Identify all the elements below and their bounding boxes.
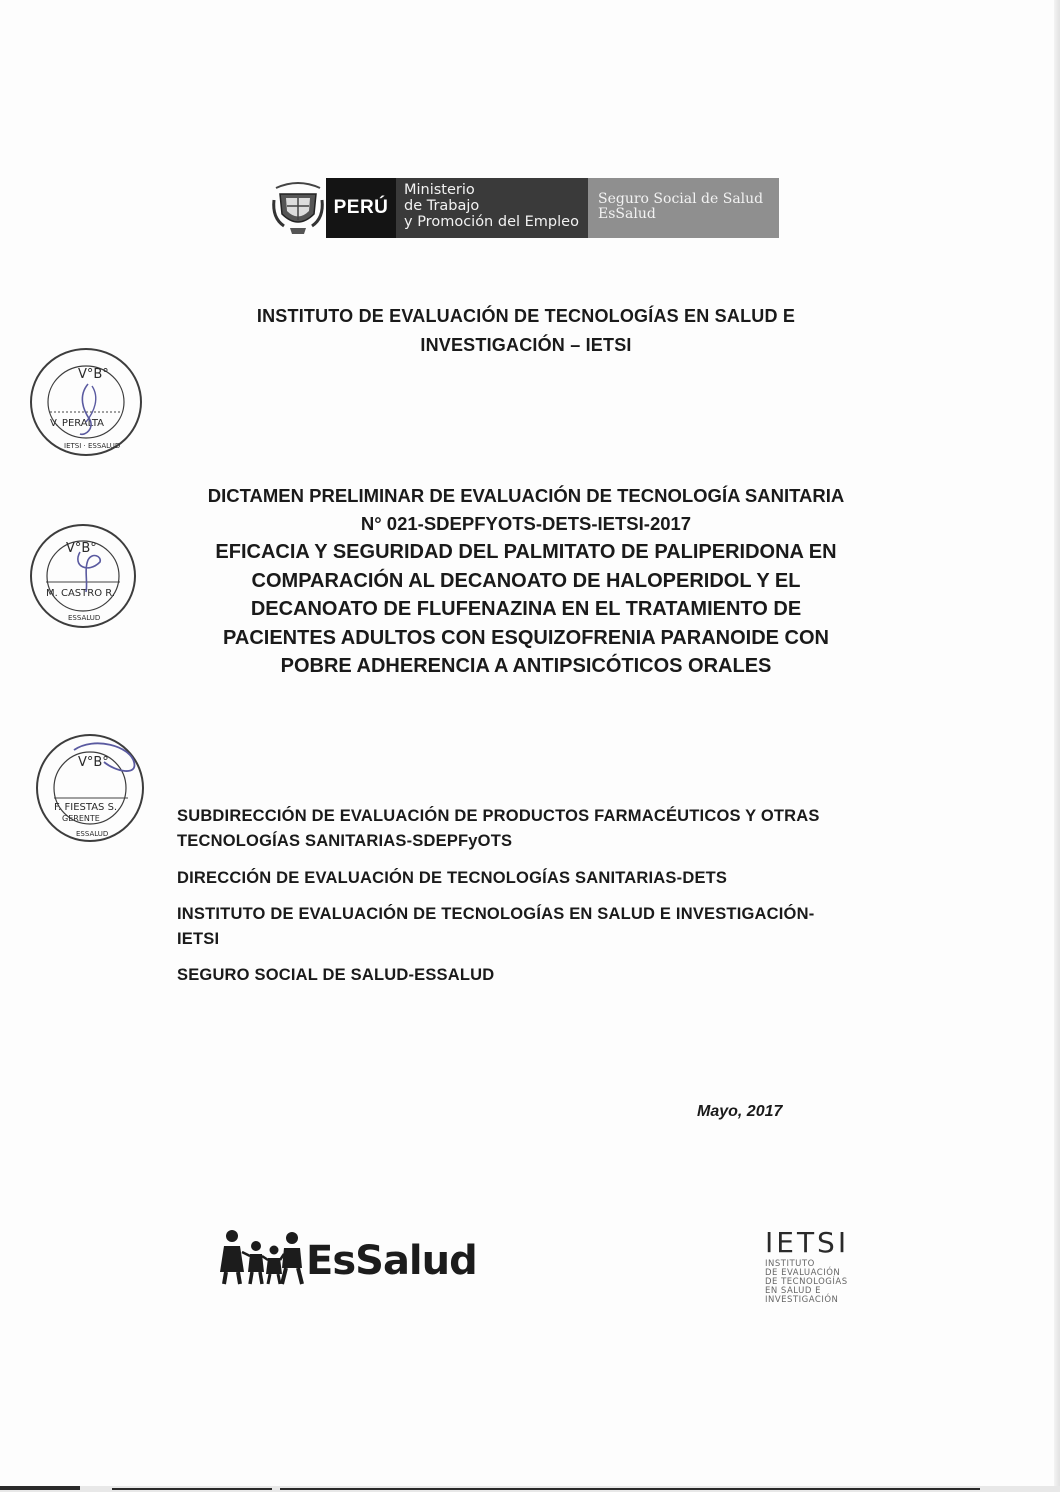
coat-of-arms-icon bbox=[270, 178, 326, 238]
ietsi-logo-subtitle: INSTITUTO DE EVALUACIÓN DE TECNOLOGÍAS EN SALUD E INVESTIGACIÓN bbox=[765, 1259, 848, 1305]
scan-edge-right bbox=[1054, 0, 1060, 1492]
essalud-logo-text: EsSalud bbox=[306, 1238, 477, 1284]
stamp-name: F. FIESTAS S. bbox=[54, 802, 118, 813]
agency-label: Seguro Social de Salud EsSalud bbox=[588, 178, 779, 238]
stamp-name: V. PERALTA bbox=[50, 418, 105, 429]
government-banner bbox=[270, 178, 779, 238]
ministry-label: Ministerio de Trabajo y Promoción del Empleo bbox=[396, 178, 588, 238]
stamp-role: GERENTE bbox=[62, 814, 100, 823]
institute-heading: INSTITUTO DE EVALUACIÓN DE TECNOLOGÍAS EN SALUD E INVESTIGACIÓN – IETSI bbox=[256, 306, 796, 355]
scan-mark-center bbox=[112, 1488, 272, 1490]
approval-stamp-castro bbox=[28, 522, 138, 630]
scan-mark-right bbox=[280, 1488, 980, 1490]
ietsi-logo-text: IETSI bbox=[765, 1226, 850, 1259]
stamp-name: M. CASTRO R. bbox=[46, 588, 116, 599]
document-date: Mayo, 2017 bbox=[697, 1103, 783, 1120]
stamp-bottom: ESSALUD bbox=[76, 830, 109, 838]
stamp-vobo: V°B° bbox=[66, 541, 97, 556]
approval-stamp-fiestas bbox=[34, 732, 146, 844]
stamp-bottom: ESSALUD bbox=[68, 614, 101, 622]
ietsi-logo bbox=[765, 1228, 849, 1305]
family-figures-icon bbox=[220, 1228, 304, 1286]
directorate-sdepfyots: SUBDIRECCIÓN DE EVALUACIÓN DE PRODUCTOS FARMACÉUTICOS Y OTRAS TECNOLOGÍAS SANITARIAS-SDEPFyOTS bbox=[177, 807, 820, 850]
directorate-ietsi: INSTITUTO DE EVALUACIÓN DE TECNOLOGÍAS EN SALUD E INVESTIGACIÓN- IETSI bbox=[177, 905, 815, 948]
stamp-vobo: V°B° bbox=[78, 755, 109, 770]
stamp-bottom: IETSI · ESSALUD bbox=[64, 442, 121, 450]
directorate-essalud: SEGURO SOCIAL DE SALUD-ESSALUD bbox=[177, 966, 495, 984]
scan-mark-left bbox=[0, 1486, 80, 1490]
document-title: EFICACIA Y SEGURIDAD DEL PALMITATO DE PALIPERIDONA EN COMPARACIÓN AL DECANOATO DE HALOPERIDOL Y EL DECANOATO DE FLUFENAZINA EN EL TRATAMIENTO DE PACIENTES ADULTOS CON ESQUIZOFRENIA PARANOIDE CON POBRE ADHERENCIA A ANTIPSICÓTICOS ORALES bbox=[215, 541, 837, 677]
essalud-logo bbox=[220, 1224, 477, 1286]
approval-stamp-peralta bbox=[28, 346, 144, 458]
stamp-vobo: V°B° bbox=[78, 367, 109, 382]
country-label: PERÚ bbox=[326, 178, 396, 238]
dictamen-heading: DICTAMEN PRELIMINAR DE EVALUACIÓN DE TECNOLOGÍA SANITARIA N° 021-SDEPFYOTS-DETS-IETSI-2017 bbox=[207, 485, 845, 534]
directorate-dets: DIRECCIÓN DE EVALUACIÓN DE TECNOLOGÍAS SANITARIAS-DETS bbox=[177, 869, 728, 887]
